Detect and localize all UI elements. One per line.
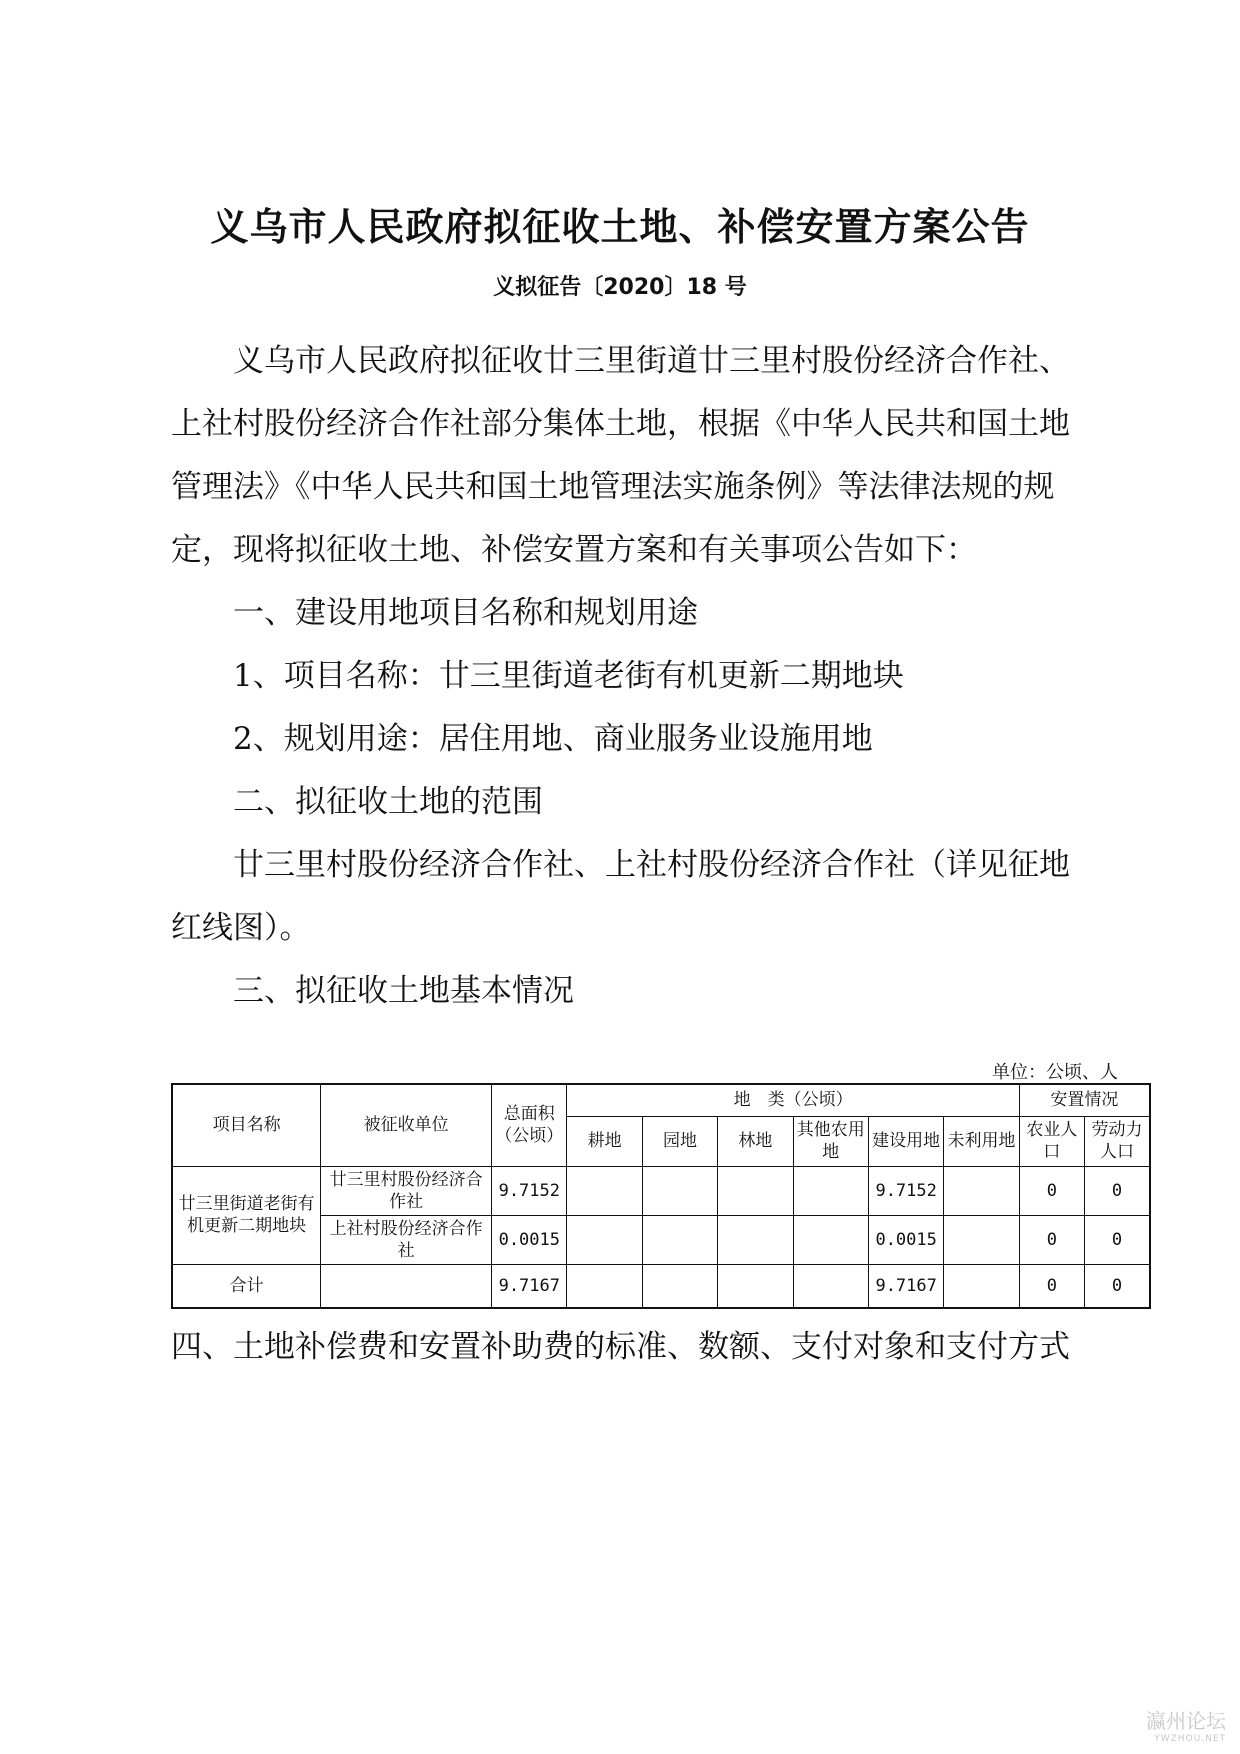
sum-farmland-cell bbox=[567, 1264, 642, 1308]
page-title: 义乌市人民政府拟征收土地、补偿安置方案公告 bbox=[210, 205, 1030, 249]
labor-pop-cell: 0 bbox=[1085, 1215, 1150, 1264]
forest-cell bbox=[718, 1166, 793, 1215]
intro-paragraph: 义乌市人民政府拟征收廿三里街道廿三里村股份经济合作社、上社村股份经济合作社部分集体土地，根据《中华人民共和国土地管理法》《中华人民共和国土地管理法实施条例》等法律法规的规定，现将拟征收土地、补偿安置方案和有关事项公告如下： bbox=[171, 343, 1070, 568]
sum-unused-cell bbox=[944, 1264, 1019, 1308]
sum-forest-cell bbox=[718, 1264, 793, 1308]
section-4-heading: 四、土地补偿费和安置补助费的标准、数额、支付对象和支付方式 bbox=[171, 1329, 1070, 1365]
header-land-type: 地 类（公顷） bbox=[567, 1084, 1019, 1116]
section-2-heading: 二、拟征收土地的范围 bbox=[233, 784, 543, 820]
construction-cell: 0.0015 bbox=[868, 1215, 943, 1264]
farmland-cell bbox=[567, 1215, 642, 1264]
header-agri-pop: 农业人口 bbox=[1019, 1116, 1084, 1166]
unit-cell: 上社村股份经济合作社 bbox=[321, 1215, 492, 1264]
sum-agri-pop-cell: 0 bbox=[1019, 1264, 1084, 1308]
forest-cell bbox=[718, 1215, 793, 1264]
header-farmland: 耕地 bbox=[567, 1116, 642, 1166]
other-agri-cell bbox=[793, 1166, 868, 1215]
garden-cell bbox=[642, 1166, 717, 1215]
header-row bbox=[172, 1084, 1150, 1116]
header-project: 项目名称 bbox=[172, 1084, 321, 1166]
header-construction: 建设用地 bbox=[868, 1116, 943, 1166]
header-other-agri: 其他农用地 bbox=[793, 1116, 868, 1166]
project-name-item: 1、项目名称：廿三里街道老街有机更新二期地块 bbox=[233, 658, 904, 694]
total-cell: 0.0015 bbox=[492, 1215, 567, 1264]
total-row bbox=[172, 1264, 1150, 1308]
agri-pop-cell: 0 bbox=[1019, 1166, 1084, 1215]
header-unused: 未利用地 bbox=[944, 1116, 1019, 1166]
sum-total-cell: 9.7167 bbox=[492, 1264, 567, 1308]
sum-labor-pop-cell: 0 bbox=[1085, 1264, 1150, 1308]
table-row bbox=[172, 1166, 1150, 1215]
watermark-text: 瀛州论坛 bbox=[1146, 1709, 1226, 1733]
sum-label-cell: 合计 bbox=[172, 1264, 321, 1308]
land-table bbox=[171, 1083, 1151, 1309]
watermark-url: YWZHOU.NET bbox=[1154, 1734, 1226, 1744]
header-garden: 园地 bbox=[642, 1116, 717, 1166]
sum-construction-cell: 9.7167 bbox=[868, 1264, 943, 1308]
sum-garden-cell bbox=[642, 1264, 717, 1308]
sum-unit-cell bbox=[321, 1264, 492, 1308]
agri-pop-cell: 0 bbox=[1019, 1215, 1084, 1264]
site-watermark bbox=[1146, 1705, 1226, 1744]
notice-body bbox=[171, 330, 1079, 1023]
farmland-cell bbox=[567, 1166, 642, 1215]
document-number: 义拟征告〔2020〕18 号 bbox=[493, 275, 747, 300]
garden-cell bbox=[642, 1215, 717, 1264]
table-unit-note: 单位：公顷、人 bbox=[992, 1062, 1118, 1083]
header-labor-pop: 劳动力人口 bbox=[1085, 1116, 1150, 1166]
header-resettle: 安置情况 bbox=[1019, 1084, 1150, 1116]
construction-cell: 9.7152 bbox=[868, 1166, 943, 1215]
header-total: 总面积（公顷） bbox=[492, 1084, 567, 1166]
unused-cell bbox=[944, 1215, 1019, 1264]
unit-cell: 廿三里村股份经济合作社 bbox=[321, 1166, 492, 1215]
total-cell: 9.7152 bbox=[492, 1166, 567, 1215]
sum-other-agri-cell bbox=[793, 1264, 868, 1308]
labor-pop-cell: 0 bbox=[1085, 1166, 1150, 1215]
unused-cell bbox=[944, 1166, 1019, 1215]
other-agri-cell bbox=[793, 1215, 868, 1264]
section-3-heading: 三、拟征收土地基本情况 bbox=[233, 973, 574, 1009]
project-name-cell: 廿三里街道老街有机更新二期地块 bbox=[172, 1166, 321, 1264]
header-forest: 林地 bbox=[718, 1116, 793, 1166]
scope-paragraph: 廿三里村股份经济合作社、上社村股份经济合作社（详见征地红线图）。 bbox=[171, 847, 1070, 946]
section-1-heading: 一、建设用地项目名称和规划用途 bbox=[233, 595, 698, 631]
planned-use-item: 2、规划用途：居住用地、商业服务业设施用地 bbox=[233, 721, 873, 757]
header-unit: 被征收单位 bbox=[321, 1084, 492, 1166]
